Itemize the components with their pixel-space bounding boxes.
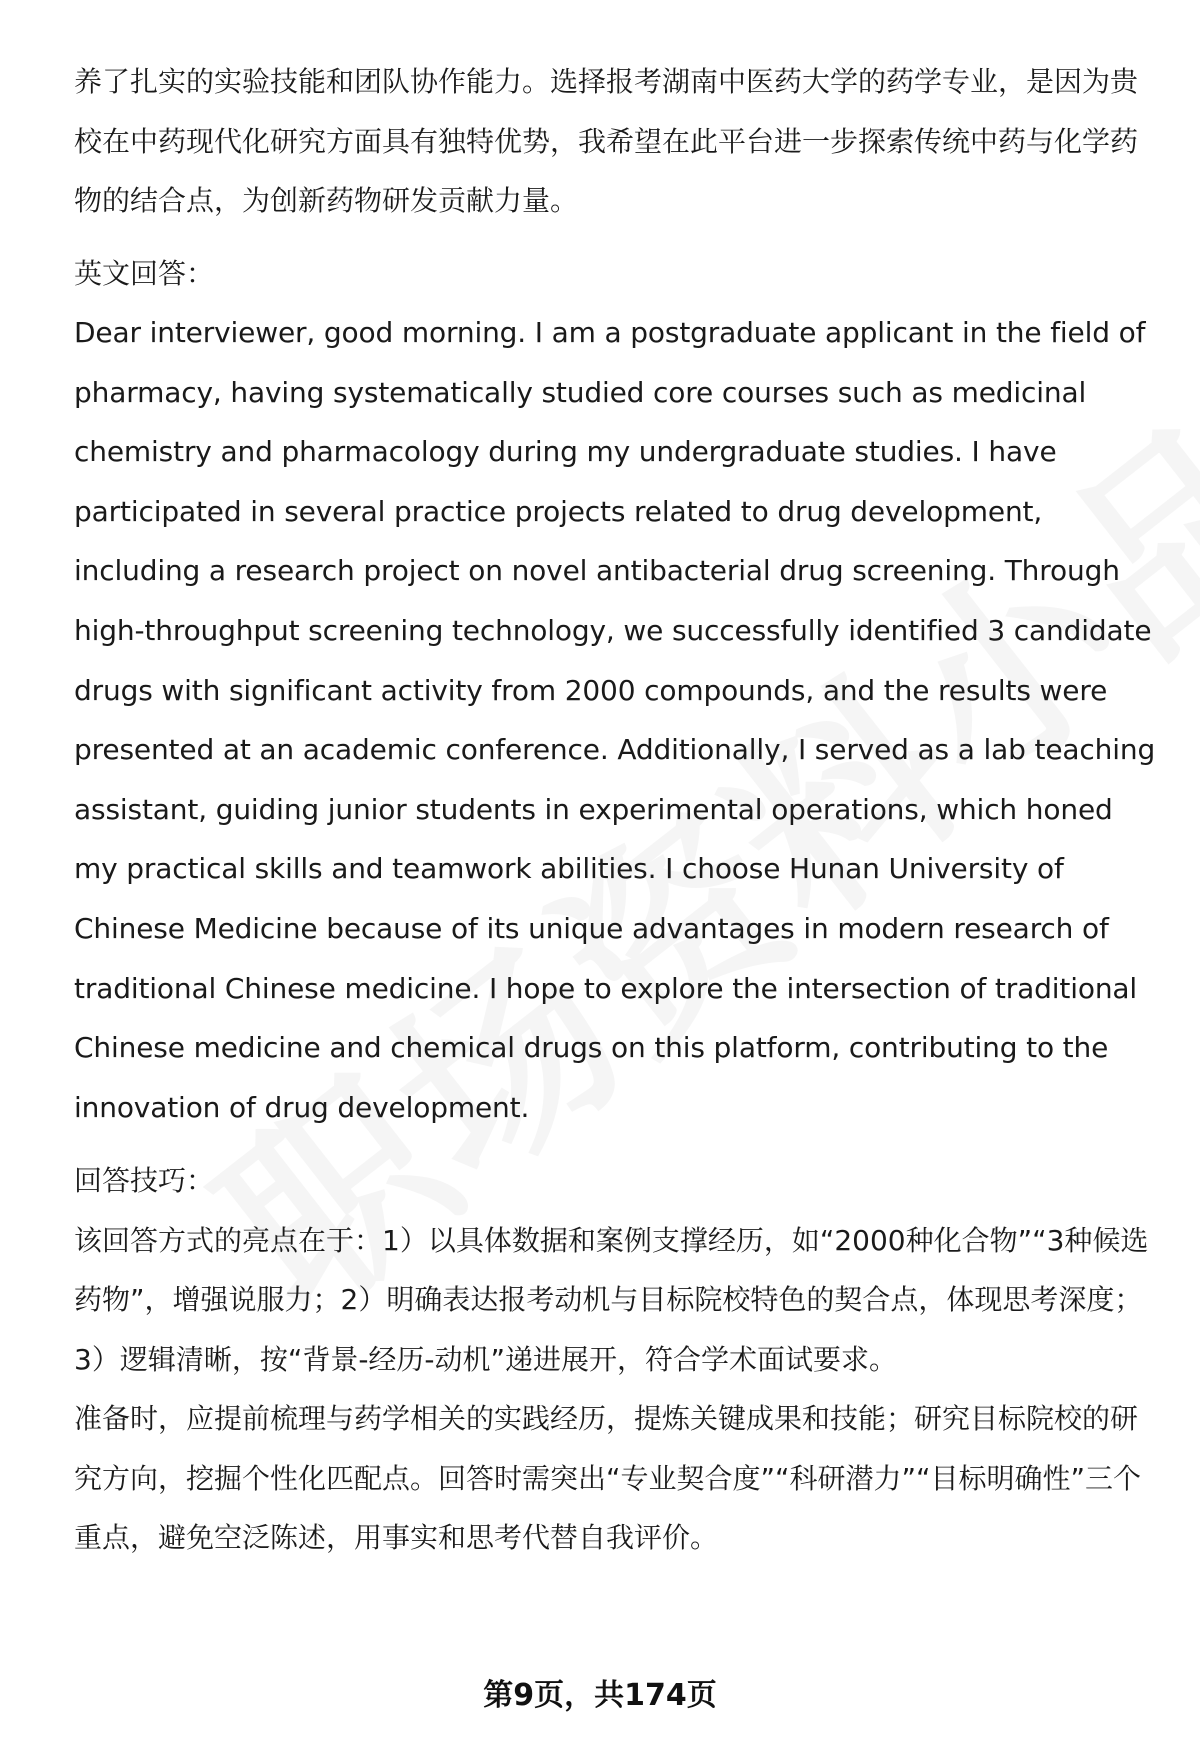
tips-paragraph-preparation: 准备时，应提前梳理与药学相关的实践经历，提炼关键成果和技能；研究目标院校的研究方向，挖掘个性化匹配点。回答时需突出“专业契合度”“科研潜力”“目标明确性”三个重点，避免空泛陈述，用事实和思考代替自我评价。 [74,1402,1142,1555]
spacer [74,231,1156,244]
page-number: 第9页，共174页 [483,1678,717,1713]
tips-label: 回答技巧： [74,1164,215,1198]
chinese-answer-paragraph: 养了扎实的实验技能和团队协作能力。选择报考湖南中医药大学的药学专业，是因为贵校在中药现代化研究方面具有独特优势，我希望在此平台进一步探索传统中药与化学药物的结合点，为创新药物研发贡献力量。 [74,65,1139,217]
spacer [74,1137,1156,1151]
document-body [74,52,1156,1568]
english-answer-label: 英文回答： [74,256,215,290]
tips-paragraph-highlights: 该回答方式的亮点在于：1）以具体数据和案例支撑经历，如“2000种化合物”“3种候选药物”，增强说服力；2）明确表达报考动机与目标院校特色的契合点，体现思考深度；3）逻辑清晰，按“背景-经历-动机”递进展开，符合学术面试要求。 [74,1223,1149,1376]
english-answer-paragraph: Dear interviewer, good morning. I am a postgraduate applicant in the field of pharmacy, having systematically studied core courses such as medicinal chemistry and pharmacology during my undergraduate studies. I have participated in several practice projects related to drug development, including a research project on novel antibacterial drug screening. Through high-throughput screening technology, we successfully identified 3 candidate drugs with significant activity from 2000 compounds, and the results were presented at an academic conference. Additionally, I served as a lab teaching assistant, guiding junior students in experimental operations, which honed my practical skills and teamwork abilities. I choose Hunan University of Chinese Medicine because of its unique advantages in modern research of traditional Chinese medicine. I hope to explore the intersection of traditional Chinese medicine and chemical drugs on this platform, contributing to the innovation of drug development. [74,316,1156,1124]
